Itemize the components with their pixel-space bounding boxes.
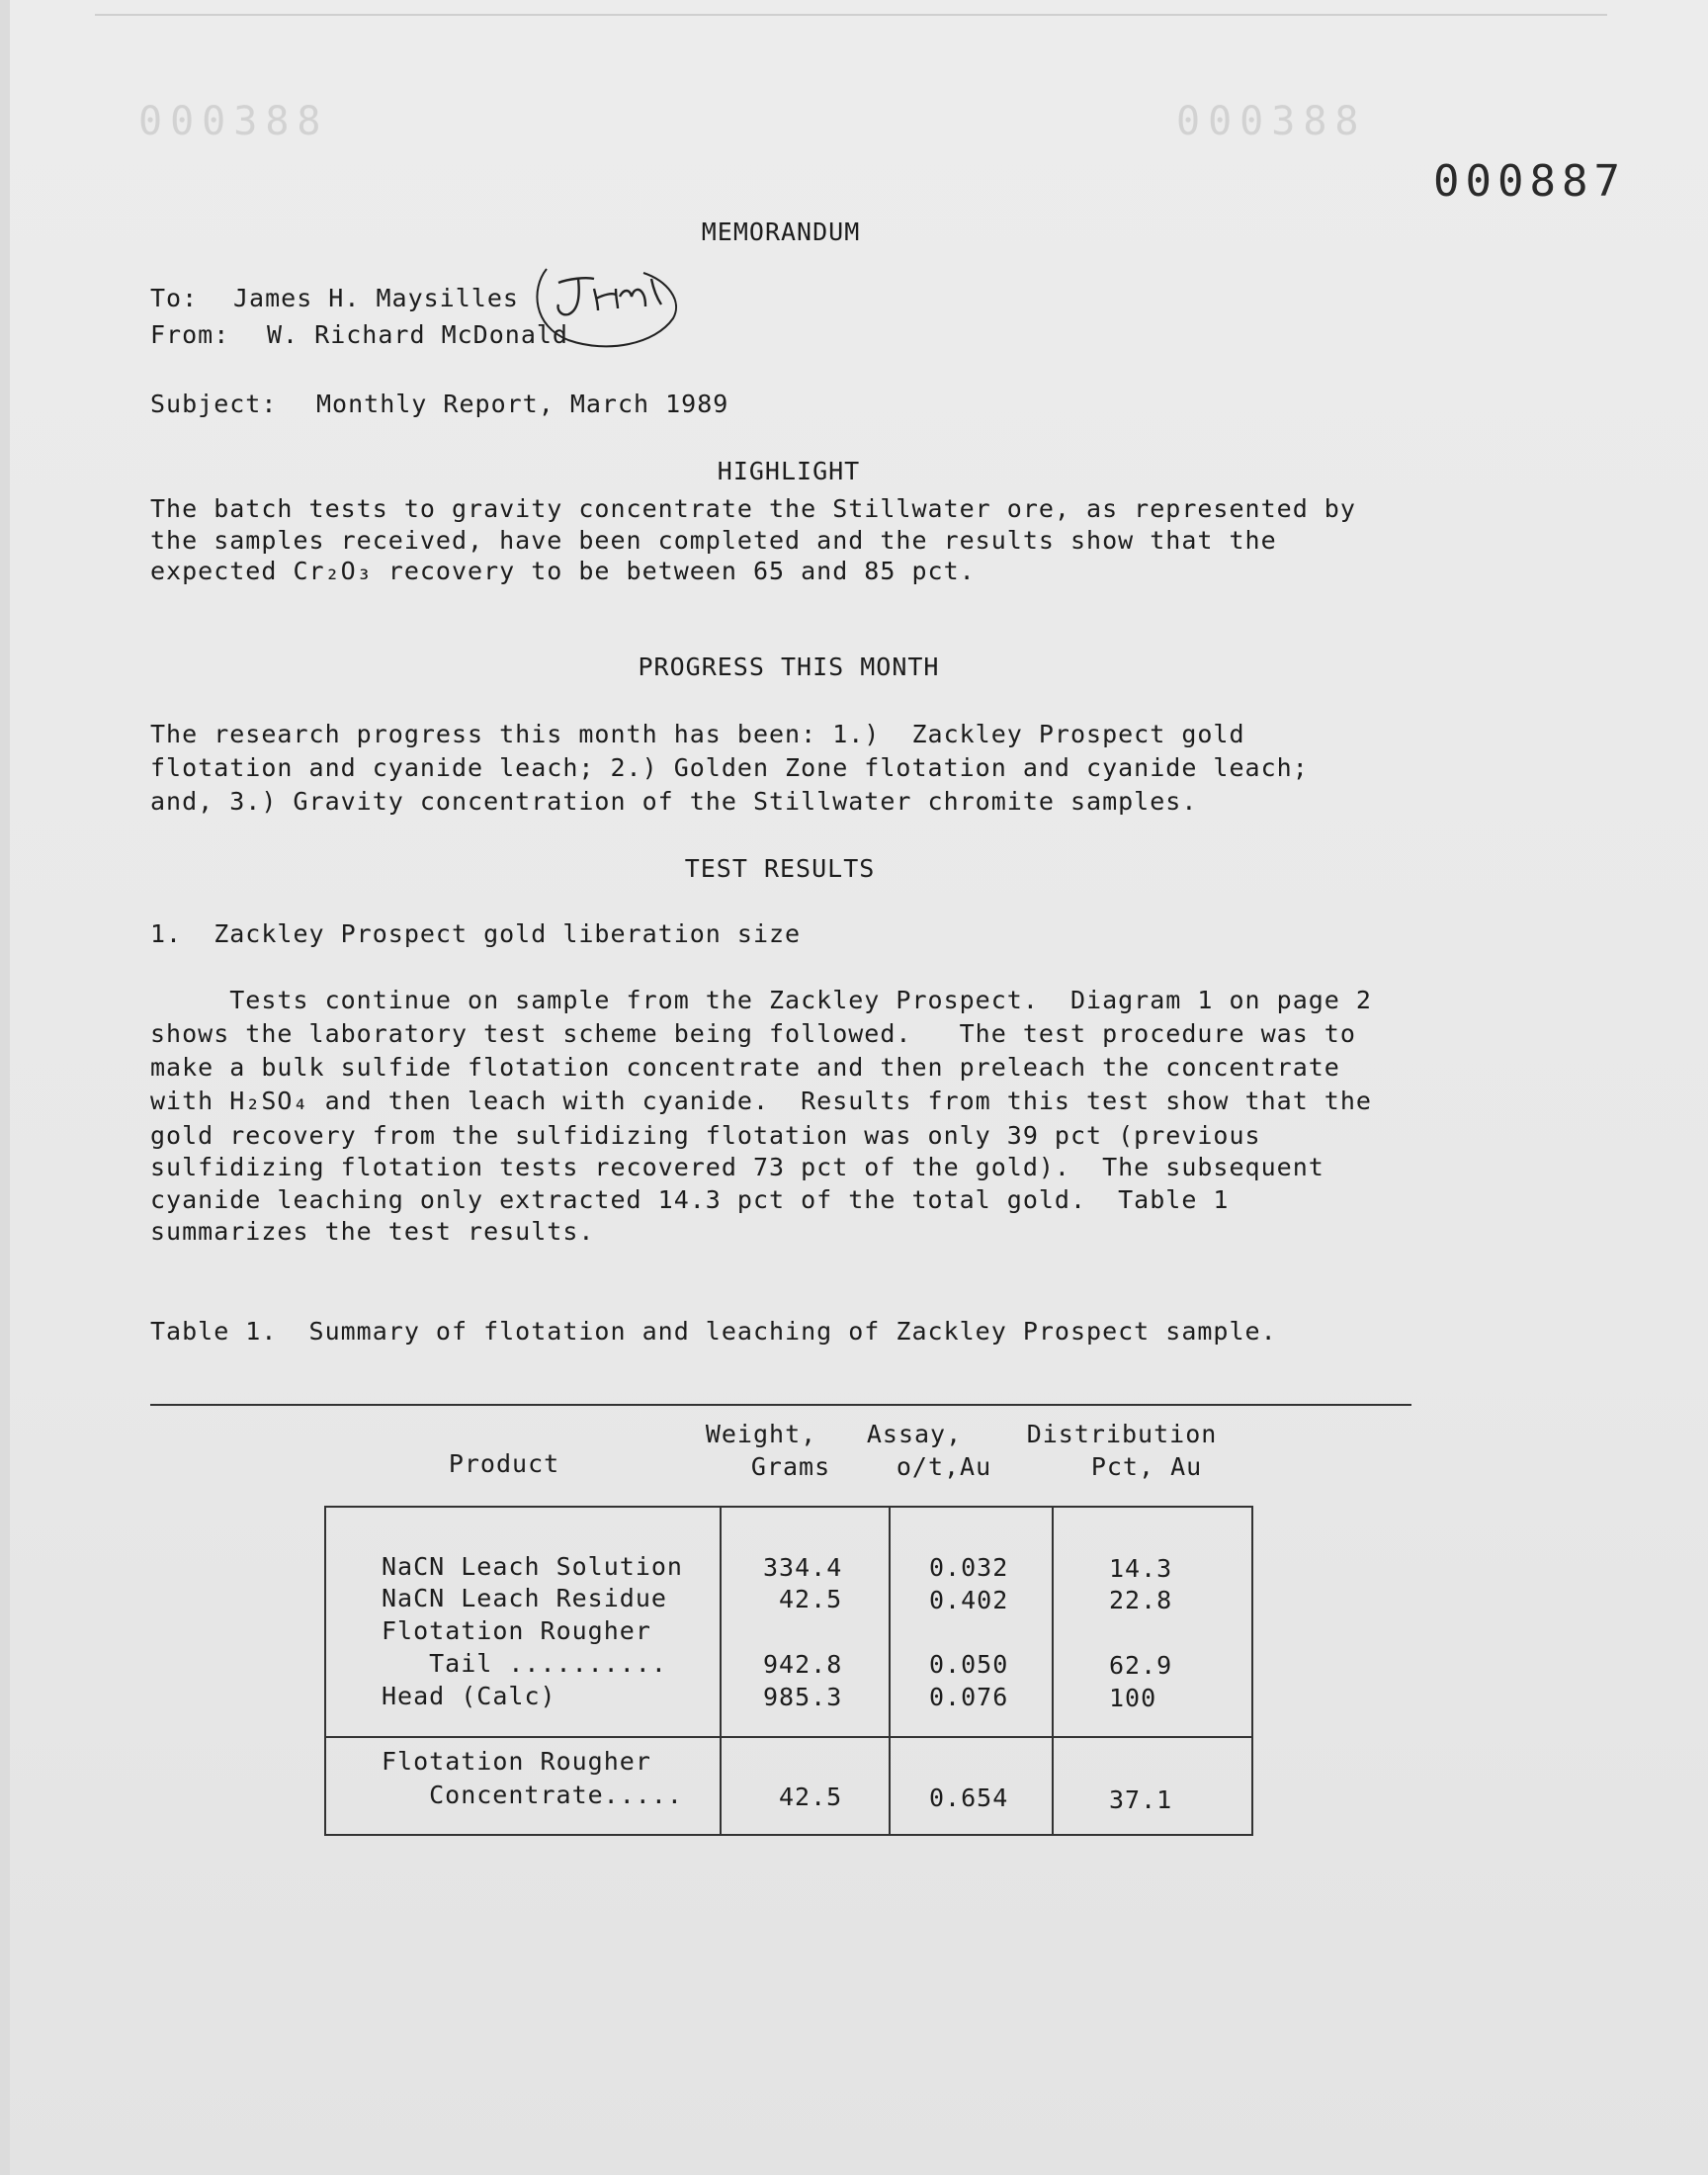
results-line: gold recovery from the sulfidizing flotation was only 39 pct (previous bbox=[150, 1121, 1261, 1150]
results-item-title: 1. Zackley Prospect gold liberation size bbox=[150, 919, 802, 948]
table-cell-product: Flotation Rougher bbox=[382, 1616, 651, 1645]
table-cell-weight: 985.3 bbox=[763, 1683, 843, 1711]
table-caption: Table 1. Summary of flotation and leaching of Zackley Prospect sample. bbox=[150, 1317, 1277, 1346]
table-top-rule bbox=[150, 1404, 1411, 1406]
table-cell-assay: 0.402 bbox=[929, 1586, 1009, 1614]
table-cell-assay: 0.032 bbox=[929, 1553, 1009, 1582]
summary-cell-product: Flotation Rougher bbox=[382, 1747, 651, 1776]
results-line: with H₂SO₄ and then leach with cyanide. Results from this test show that the bbox=[150, 1087, 1372, 1115]
results-line: sulfidizing flotation tests recovered 73 pct of the gold). The subsequent bbox=[150, 1153, 1324, 1181]
scan-edge bbox=[0, 0, 10, 2175]
table-cell-assay: 0.076 bbox=[929, 1683, 1009, 1711]
highlight-heading: HIGHLIGHT bbox=[717, 457, 861, 485]
table-divider bbox=[889, 1506, 891, 1836]
results-line: shows the laboratory test scheme being followed. The test procedure was to bbox=[150, 1019, 1356, 1048]
subject-value: Monthly Report, March 1989 bbox=[316, 390, 729, 418]
summary-cell-distribution: 37.1 bbox=[1109, 1785, 1173, 1814]
table-cell-weight: 42.5 bbox=[779, 1585, 843, 1613]
header-weight: Weight, bbox=[705, 1420, 817, 1448]
results-heading: TEST RESULTS bbox=[684, 854, 876, 883]
summary-cell-product: Concentrate..... bbox=[397, 1781, 683, 1809]
initials-signature bbox=[529, 249, 679, 360]
table-cell-distribution: 22.8 bbox=[1109, 1586, 1173, 1614]
table-cell-distribution: 62.9 bbox=[1109, 1651, 1173, 1680]
to-label: To: bbox=[150, 284, 199, 312]
highlight-line: expected Cr₂O₃ recovery to be between 65 and 85 pct. bbox=[150, 557, 976, 585]
scan-top-line bbox=[95, 14, 1607, 16]
table-divider bbox=[1052, 1506, 1054, 1836]
table-cell-product: Tail .......... bbox=[397, 1649, 667, 1678]
results-line: Tests continue on sample from the Zackley Prospect. Diagram 1 on page 2 bbox=[150, 986, 1372, 1014]
subject-label: Subject: bbox=[150, 390, 278, 418]
table-cell-product: Head (Calc) bbox=[382, 1682, 556, 1710]
results-line: cyanide leaching only extracted 14.3 pct of the total gold. Table 1 bbox=[150, 1185, 1230, 1214]
header-weight-unit: Grams bbox=[750, 1452, 831, 1481]
page-number-stamp: 000887 bbox=[1433, 156, 1626, 207]
to-value: James H. Maysilles bbox=[233, 284, 519, 312]
results-line: make a bulk sulfide flotation concentrate and then preleach the concentrate bbox=[150, 1053, 1340, 1082]
summary-cell-weight: 42.5 bbox=[779, 1783, 843, 1811]
table-summary-divider bbox=[324, 1736, 1253, 1738]
header-distribution: Distribution bbox=[1026, 1420, 1218, 1448]
progress-line: and, 3.) Gravity concentration of the Stillwater chromite samples. bbox=[150, 787, 1198, 816]
table-divider bbox=[720, 1506, 722, 1836]
table-cell-distribution: 14.3 bbox=[1109, 1554, 1173, 1583]
from-label: From: bbox=[150, 320, 230, 349]
results-line: summarizes the test results. bbox=[150, 1217, 595, 1246]
header-assay-unit: o/t,Au bbox=[896, 1452, 992, 1481]
progress-heading: PROGRESS THIS MONTH bbox=[638, 652, 940, 681]
highlight-line: the samples received, have been completed and the results show that the bbox=[150, 526, 1277, 555]
from-value: W. Richard McDonald bbox=[267, 320, 568, 349]
table-cell-distribution: 100 bbox=[1109, 1684, 1157, 1712]
summary-cell-assay: 0.654 bbox=[929, 1784, 1009, 1812]
table-cell-assay: 0.050 bbox=[929, 1650, 1009, 1679]
progress-line: flotation and cyanide leach; 2.) Golden Zone flotation and cyanide leach; bbox=[150, 753, 1309, 782]
highlight-line: The batch tests to gravity concentrate the Stillwater ore, as represented by bbox=[150, 494, 1356, 523]
table-cell-product: NaCN Leach Solution bbox=[382, 1552, 683, 1581]
progress-line: The research progress this month has been: 1.) Zackley Prospect gold bbox=[150, 720, 1245, 748]
header-distribution-unit: Pct, Au bbox=[1090, 1452, 1203, 1481]
memo-title: MEMORANDUM bbox=[701, 218, 861, 246]
ghost-mark-right: 000388 bbox=[1176, 99, 1367, 144]
ghost-mark-left: 000388 bbox=[138, 99, 329, 144]
table-cell-product: NaCN Leach Residue bbox=[382, 1584, 667, 1612]
table-cell-weight: 334.4 bbox=[763, 1553, 843, 1582]
header-product: Product bbox=[448, 1449, 560, 1478]
header-assay: Assay, bbox=[866, 1420, 963, 1448]
table-cell-weight: 942.8 bbox=[763, 1650, 843, 1679]
